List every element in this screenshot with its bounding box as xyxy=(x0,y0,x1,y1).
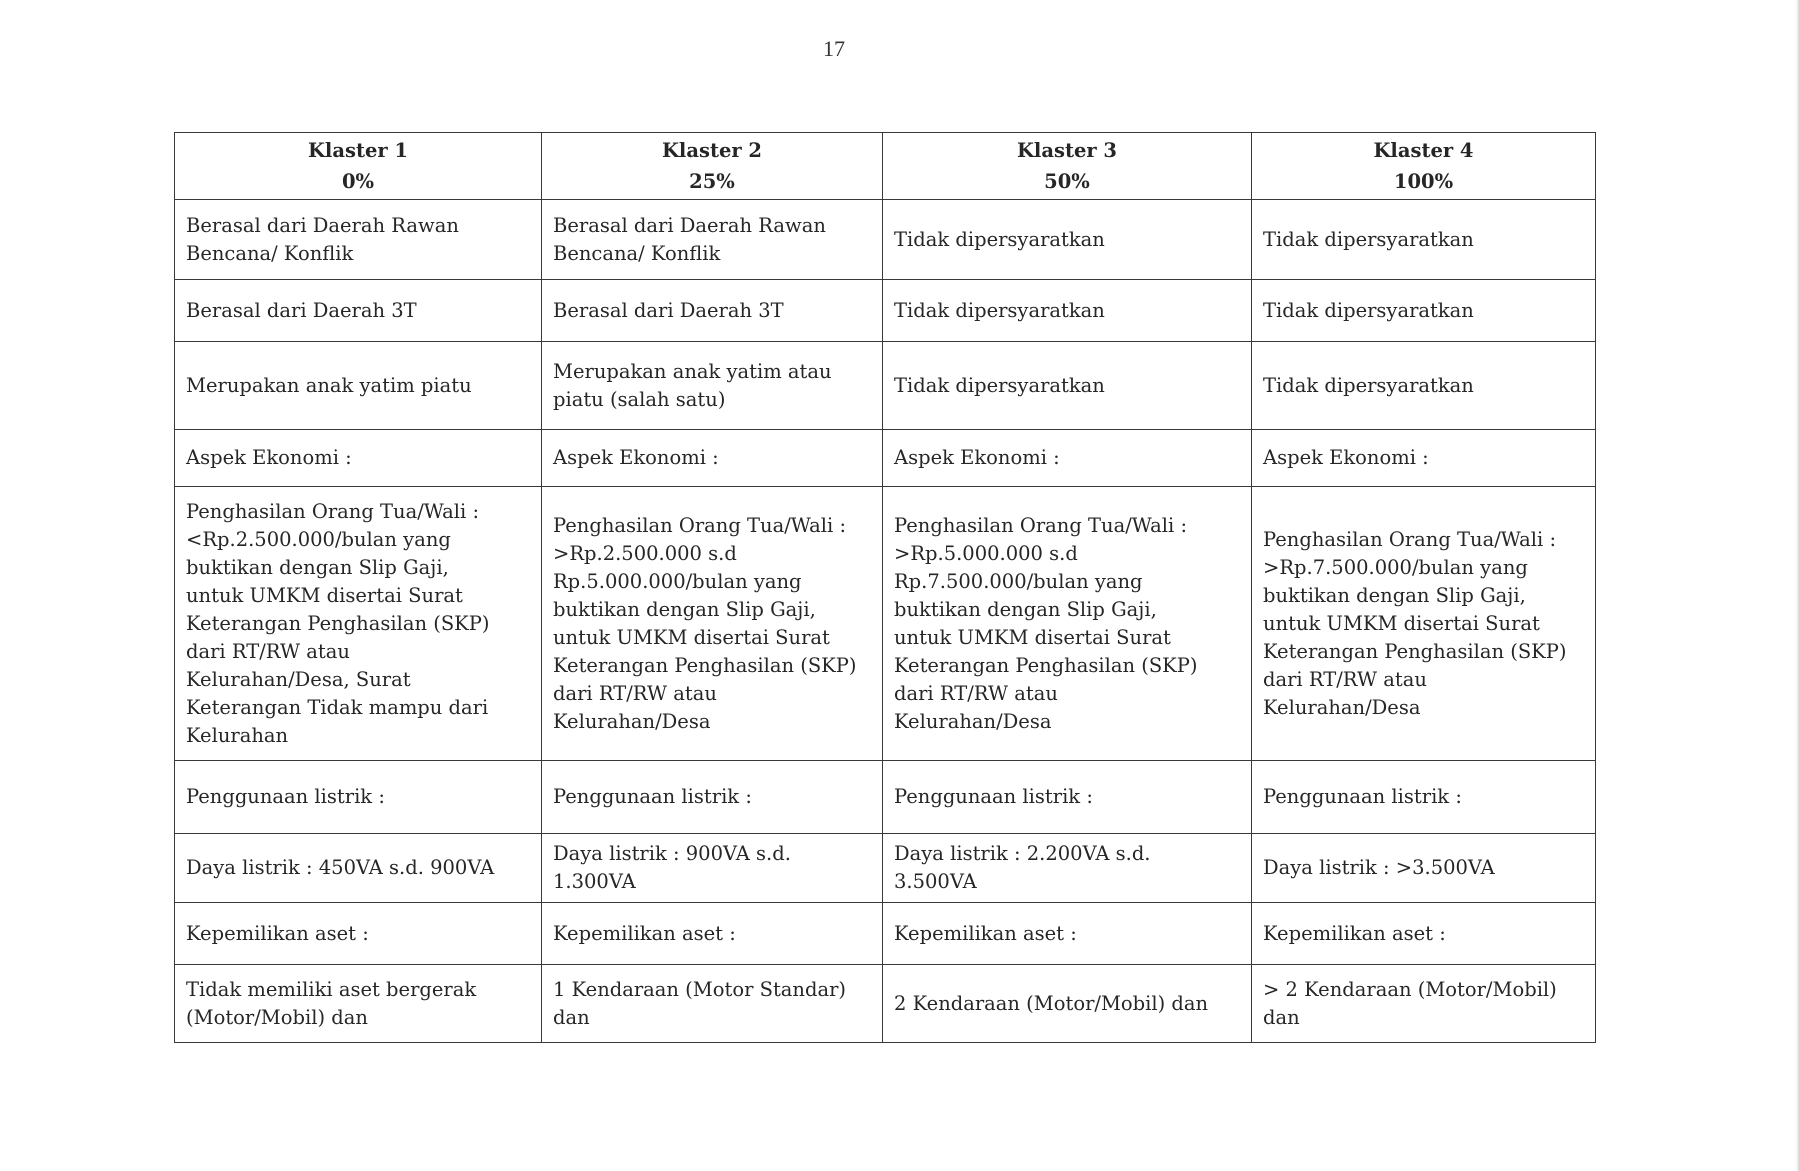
table-row-daya-listrik xyxy=(175,834,1596,903)
table-cell: Tidak dipersyaratkan xyxy=(883,342,1252,430)
table-cell: Tidak memiliki aset bergerak (Motor/Mobil) dan xyxy=(175,965,542,1043)
table-cell: Berasal dari Daerah 3T xyxy=(175,280,542,342)
header-klaster-2 xyxy=(542,133,883,200)
table-header-row xyxy=(175,133,1596,200)
table-cell: Merupakan anak yatim piatu xyxy=(175,342,542,430)
table-cell: Penggunaan listrik : xyxy=(175,761,542,834)
header-title: Klaster 2 xyxy=(661,139,762,162)
header-percent: 100% xyxy=(1393,170,1454,193)
table-cell: Daya listrik : 2.200VA s.d. 3.500VA xyxy=(883,834,1252,903)
table-cell: Kepemilikan aset : xyxy=(175,903,542,965)
klaster-criteria-table xyxy=(174,132,1596,1043)
header-percent: 0% xyxy=(341,170,375,193)
table-cell: Daya listrik : 900VA s.d. 1.300VA xyxy=(542,834,883,903)
table-row-kepemilikan-aset xyxy=(175,903,1596,965)
page-edge-shadow xyxy=(1796,0,1800,1171)
table-cell: Penggunaan listrik : xyxy=(542,761,883,834)
table-cell: 1 Kendaraan (Motor Standar) dan xyxy=(542,965,883,1043)
table-row-rawan-bencana xyxy=(175,200,1596,280)
section-heading: Aspek Ekonomi : xyxy=(883,430,1252,487)
header-title: Klaster 4 xyxy=(1373,139,1474,162)
table-cell: 2 Kendaraan (Motor/Mobil) dan xyxy=(883,965,1252,1043)
table-cell: Tidak dipersyaratkan xyxy=(883,200,1252,280)
table-cell: Tidak dipersyaratkan xyxy=(883,280,1252,342)
table-cell: Daya listrik : >3.500VA xyxy=(1252,834,1596,903)
table-cell: Kepemilikan aset : xyxy=(883,903,1252,965)
table-cell: > 2 Kendaraan (Motor/Mobil) dan xyxy=(1252,965,1596,1043)
section-heading: Aspek Ekonomi : xyxy=(1252,430,1596,487)
table-cell: Tidak dipersyaratkan xyxy=(1252,342,1596,430)
header-percent: 50% xyxy=(1044,170,1090,193)
section-heading: Aspek Ekonomi : xyxy=(542,430,883,487)
table-cell: Kepemilikan aset : xyxy=(1252,903,1596,965)
table-cell: Penghasilan Orang Tua/Wali : >Rp.7.500.000/bulan yang buktikan dengan Slip Gaji, untuk UMKM disertai Surat Keterangan Penghasilan (SKP) dari RT/RW atau Kelurahan/Desa xyxy=(1252,487,1596,761)
table-cell: Penghasilan Orang Tua/Wali : <Rp.2.500.000/bulan yang buktikan dengan Slip Gaji, untuk UMKM disertai Surat Keterangan Penghasilan (SKP) dari RT/RW atau Kelurahan/Desa, Surat Keterangan Tidak mampu dari Kelurahan xyxy=(175,487,542,761)
header-percent: 25% xyxy=(689,170,735,193)
table-cell: Merupakan anak yatim atau piatu (salah satu) xyxy=(542,342,883,430)
table-cell: Berasal dari Daerah Rawan Bencana/ Konflik xyxy=(175,200,542,280)
table-cell: Penghasilan Orang Tua/Wali : >Rp.2.500.000 s.d Rp.5.000.000/bulan yang buktikan dengan Slip Gaji, untuk UMKM disertai Surat Keterangan Penghasilan (SKP) dari RT/RW atau Kelurahan/Desa xyxy=(542,487,883,761)
table-cell: Daya listrik : 450VA s.d. 900VA xyxy=(175,834,542,903)
header-title: Klaster 1 xyxy=(307,139,408,162)
table-cell: Kepemilikan aset : xyxy=(542,903,883,965)
table-cell: Berasal dari Daerah 3T xyxy=(542,280,883,342)
table-cell: Penghasilan Orang Tua/Wali : >Rp.5.000.000 s.d Rp.7.500.000/bulan yang buktikan dengan Slip Gaji, untuk UMKM disertai Surat Keterangan Penghasilan (SKP) dari RT/RW atau Kelurahan/Desa xyxy=(883,487,1252,761)
header-klaster-4 xyxy=(1252,133,1596,200)
table-row-penghasilan xyxy=(175,487,1596,761)
table-cell: Berasal dari Daerah Rawan Bencana/ Konflik xyxy=(542,200,883,280)
section-heading: Aspek Ekonomi : xyxy=(175,430,542,487)
table-cell: Penggunaan listrik : xyxy=(883,761,1252,834)
header-klaster-1 xyxy=(175,133,542,200)
table-cell: Tidak dipersyaratkan xyxy=(1252,280,1596,342)
header-klaster-3 xyxy=(883,133,1252,200)
header-title: Klaster 3 xyxy=(1016,139,1117,162)
table-row-penggunaan-listrik xyxy=(175,761,1596,834)
table-row-yatim-piatu xyxy=(175,342,1596,430)
table-row-aset-bergerak xyxy=(175,965,1596,1043)
table-cell: Penggunaan listrik : xyxy=(1252,761,1596,834)
table-cell: Tidak dipersyaratkan xyxy=(1252,200,1596,280)
table-row-aspek-ekonomi xyxy=(175,430,1596,487)
page-number: 17 xyxy=(823,36,845,61)
table-row-daerah-3t xyxy=(175,280,1596,342)
